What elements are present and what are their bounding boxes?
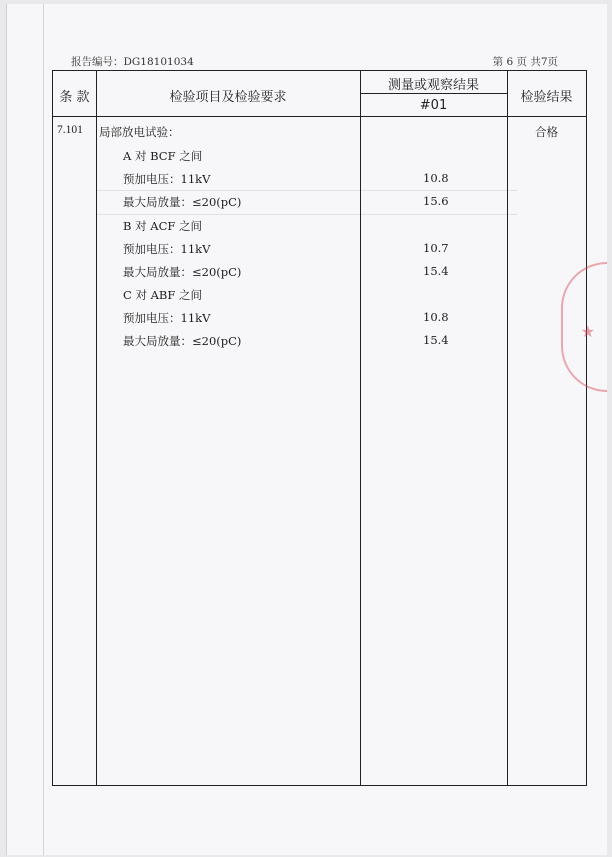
phase-b-label: B 对 ACF 之间 — [123, 219, 203, 233]
page-number: 第 6 页 共7页 — [492, 56, 558, 68]
column-divider — [96, 71, 97, 785]
max-discharge-label: 最大局放量：≤20(pC) — [123, 334, 242, 348]
measured-value: 10.7 — [423, 241, 449, 255]
max-discharge-label: 最大局放量：≤20(pC) — [123, 195, 242, 209]
item-column-header: 检验项目及检验要求 — [169, 90, 287, 105]
phase-a-label: A 对 BCF 之间 — [123, 149, 203, 163]
preload-voltage-label: 预加电压：11kV — [123, 172, 211, 186]
column-divider — [360, 71, 361, 785]
measured-value: 10.8 — [423, 171, 449, 185]
preload-voltage-label: 预加电压：11kV — [123, 311, 211, 325]
clause-column-header: 条 款 — [59, 90, 90, 105]
result-column-header: 检验结果 — [520, 90, 573, 105]
measure-column-header: 测量或观察结果 — [387, 78, 479, 93]
max-discharge-label: 最大局放量：≤20(pC) — [123, 265, 242, 279]
document-page — [6, 4, 607, 855]
clause-number: 7.101 — [57, 124, 83, 136]
subheader-divider — [360, 93, 507, 94]
column-divider — [507, 71, 508, 785]
measured-value: 15.6 — [423, 194, 449, 208]
header-divider — [53, 116, 586, 117]
page-fold-line — [43, 4, 44, 855]
seal-star-icon: ★ — [580, 322, 595, 341]
measured-value: 15.4 — [423, 333, 449, 347]
test-title: 局部放电试验： — [99, 125, 180, 139]
preload-voltage-label: 预加电压：11kV — [123, 242, 211, 256]
measured-value: 10.8 — [423, 310, 449, 324]
phase-c-label: C 对 ABF 之间 — [123, 288, 203, 302]
measured-value: 15.4 — [423, 264, 449, 278]
sample-number-header: #01 — [419, 98, 448, 113]
report-number: 报告编号：DG18101034 — [71, 56, 194, 68]
inspection-table — [52, 70, 587, 786]
test-result: 合格 — [535, 125, 558, 139]
